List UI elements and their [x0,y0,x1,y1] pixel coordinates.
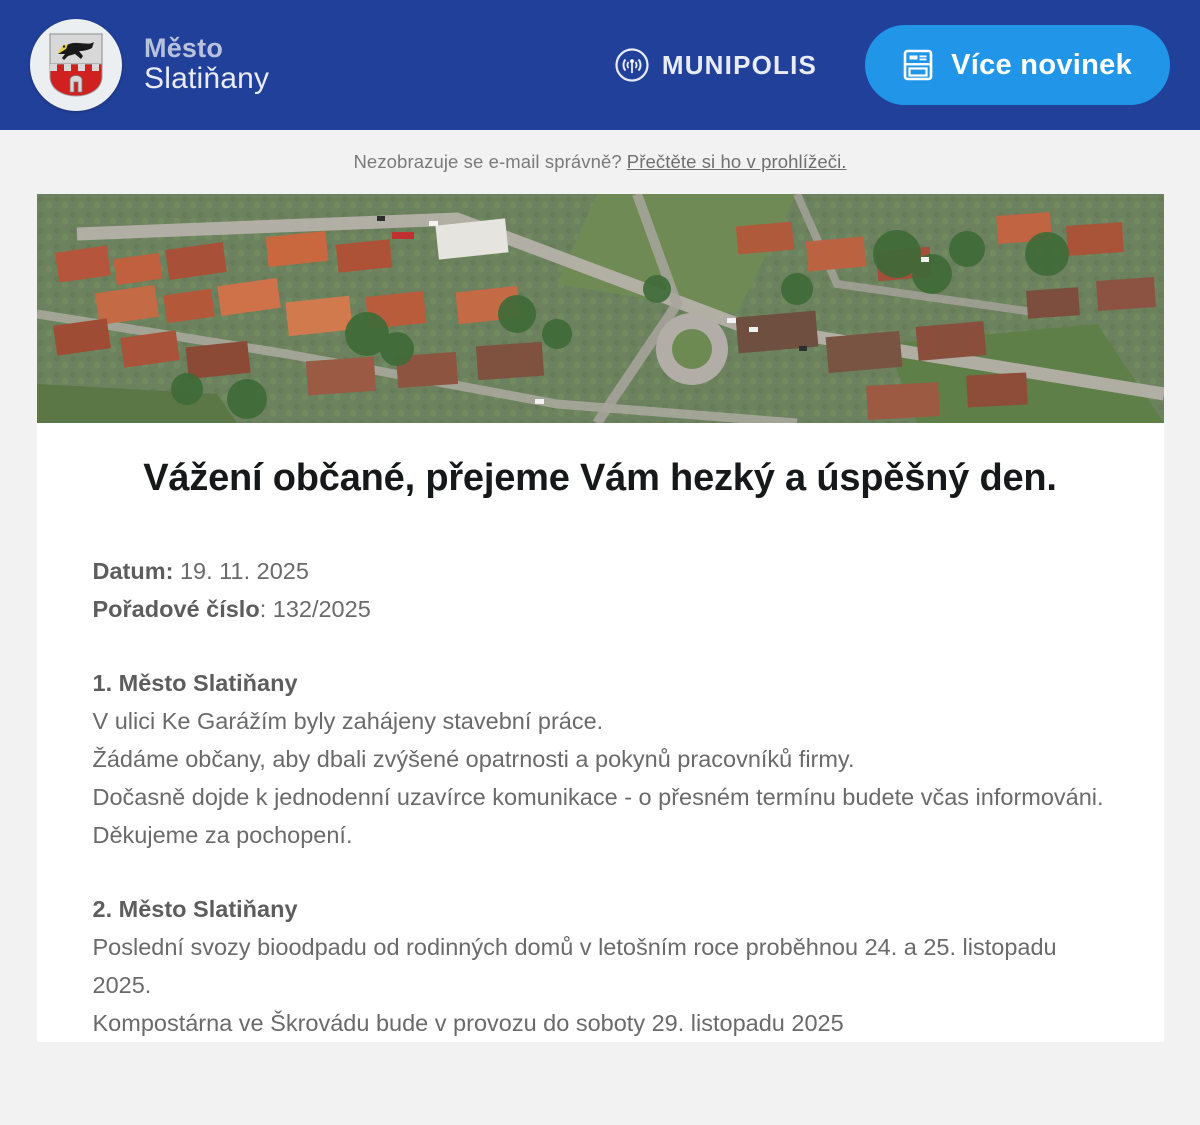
town-coat-of-arms-icon [30,19,122,111]
munipolis-label: MUNIPOLIS [661,49,818,80]
section-title: 2. Město Slatiňany [92,895,298,922]
newsletter-meta [93,552,1108,628]
meta-number-row [93,590,1108,628]
broadcast-signal-icon [615,48,649,82]
browser-view-notice [0,130,1200,194]
meta-date-row [93,552,1108,590]
open-in-browser-link[interactable]: Přečtěte si ho v prohlížeči. [626,151,847,172]
meta-date-label: Datum: [92,557,174,584]
newsletter-card [37,194,1164,1042]
meta-number-value: : 132/2025 [259,595,371,622]
section-line: Děkujeme za pochopení. [92,821,353,848]
meta-number-label: Pořadové číslo [92,595,260,622]
aerial-town-photo [37,194,1164,423]
brand-line-slatinany: Slatiňany [144,62,270,96]
card-body [37,453,1164,1042]
brand-line-mesto: Město [144,33,224,64]
newspaper-icon [903,49,933,81]
section-title: 1. Město Slatiňany [92,669,298,696]
more-news-label: Více novinek [951,48,1132,81]
section-line: Dočasně dojde k jednodenní uzavírce komunikace - o přesném termínu budete včas informováni. [92,783,1104,810]
more-news-button[interactable] [865,25,1170,105]
news-section-1 [93,664,1108,854]
meta-date-value: 19. 11. 2025 [179,557,309,584]
brand-name [144,34,269,96]
notice-text: Nezobrazuje se e-mail správně? [353,151,622,172]
brand-block [30,19,269,111]
email-header [0,0,1200,130]
header-right-group [615,25,1170,105]
munipolis-logo[interactable] [615,48,817,82]
section-line: Poslední svozy bioodpadu od rodinných domů v letošním roce proběhnou 24. a 25. listopadu 2025. [92,934,1057,999]
section-line: Kompostárna ve Škrovádu bude v provozu do soboty 29. listopadu 2025 [92,1010,844,1037]
section-line: V ulici Ke Garážím byly zahájeny stavební práce. [92,707,604,734]
section-line: Žádáme občany, aby dbali zvýšené opatrnosti a pokynů pracovníků firmy. [92,745,855,772]
page-title: Vážení občané, přejeme Vám hezký a úspěšný den. [143,457,1057,499]
news-section-2 [93,890,1108,1042]
